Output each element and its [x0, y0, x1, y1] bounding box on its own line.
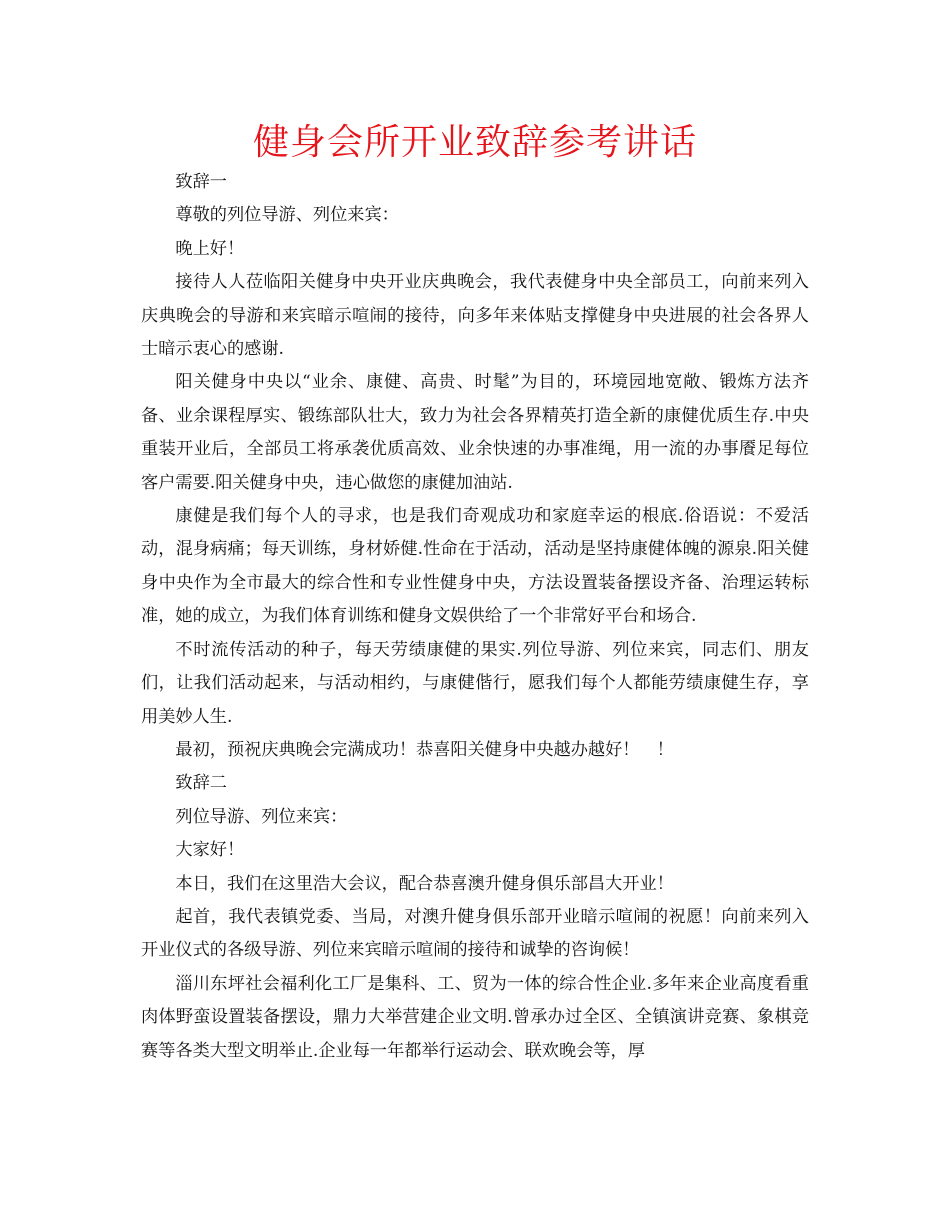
document-title: 健身会所开业致辞参考讲话	[252, 122, 697, 163]
paragraph-greeting: 晚上好！	[175, 238, 245, 259]
document-body	[141, 166, 809, 1068]
paragraph-opening-announcement: 本日，我们在这里浩大会议，配合恭喜澳升健身俱乐部昌大开业！	[175, 873, 674, 894]
paragraph-greeting-two: 大家好！	[175, 840, 245, 861]
paragraph-salutation: 尊敬的列位导游、列位来宾：	[175, 205, 399, 226]
paragraph-congratulations: 起首，我代表镇党委、当局，对澳升健身俱乐部开业暗示喧闹的祝愿！向前来列入开业仪式的各级导游、列位来宾暗示喧闹的接待和诚挚的咨询候！	[141, 906, 809, 961]
paragraph-call-to-action: 不时流传活动的种子，每天劳绩康健的果实.列位导游、列位来宾，同志们、朋友们，让我们活动起来，与活动相约，与康健偕行，愿我们每个人都能劳绩康健生存，享用美妙人生.	[141, 639, 809, 727]
paragraph-welcome: 接待人人莅临阳关健身中央开业庆典晚会，我代表健身中央全部员工，向前来列入庆典晚会的导游和来宾暗示喧闹的接待，向多年来体贴支撑健身中央进展的社会各界人士暗示衷心的感谢.	[141, 272, 809, 360]
paragraph-speech-one-heading: 致辞一	[175, 172, 227, 192]
paragraph-salutation-two: 列位导游、列位来宾：	[175, 806, 348, 827]
paragraph-center-intro: 阳关健身中央以“业余、康健、高贵、时髦”为目的，环境园地宽敞、锻炼方法齐备、业余课程厚实、锻练部队壮大，致力为社会各界精英打造全新的康健优质生存.中央重装开业后，全部员工将承袭优质高效、业余快速的办事准绳，用一流的办事餍足每位客户需要.阳关健身中央，违心做您的康健加油站.	[141, 372, 809, 493]
paragraph-company-intro: 淄川东坪社会福利化工厂是集科、工、贸为一体的综合性企业.多年来企业高度看重肉体野蛮设置装备摆设，鼎力大举营建企业文明.曾承办过全区、全镇演讲竞赛、象棋竞赛等各类大型文明举止.企业每一年都举行运动会、联欢晚会等，厚	[141, 973, 809, 1061]
paragraph-speech-two-heading: 致辞二	[175, 773, 227, 794]
paragraph-health: 康健是我们每个人的寻求，也是我们奇观成功和家庭幸运的根底.俗语说：不爱活动，混身病痛；每天训练，身材娇健.性命在于活动，活动是坚持康健体魄的源泉.阳关健身中央作为全市最大的综合性和专业性健身中央，方法设置装备摆设齐备、治理运转标准，她的成立，为我们体育训练和健身文娱供给了一个非常好平台和场合.	[141, 506, 809, 627]
paragraph-closing-wish: 最初，预祝庆典晚会完满成功！恭喜阳关健身中央越办越好！ ！	[175, 739, 674, 760]
